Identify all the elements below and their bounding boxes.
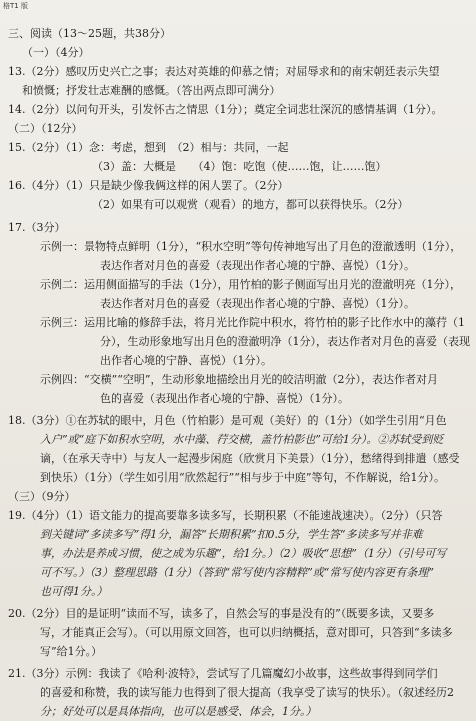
reading-section	[8, 24, 470, 721]
q18-line-2: 入户”或“庭下如积水空明，水中藻、荇交横，盖竹柏影也”可给1分）。②苏轼受到贬	[40, 433, 444, 446]
q18-line-1: 18.（3分）①在苏轼的眼中，月色（竹柏影）是可观（美好）的（1分）（如学生引用“月色	[8, 414, 447, 427]
q20-line-1: 20.（2分）目的是证明“读而不写，读多了，自然会写的事是没有的”（既要多读，又要多	[8, 607, 435, 620]
q17-example-4-line-2: 色的喜爱（表现出作者心境的宁静、喜悦）（1分）。	[100, 392, 349, 405]
q14-answer: 14.（2分）以问句开头，引发怀古之情思（1分）；奠定全词悲壮深沉的感情基调（1分）。	[8, 103, 443, 116]
q21-line-1: 21.（3分）示例：我读了《哈利·波特》，尝试写了几篇魔幻小故事，这些故事得到同学们	[8, 667, 438, 680]
q17-example-2-line-1: 示例二：运用侧面描写的手法（1分），用竹柏的影子侧面写出月光的澄澈明亮（1分），	[40, 278, 461, 291]
q19-line-3: 事，办法是养成习惯，使之成为乐趣”，给1分。）（2）吸收“思想”（1分）（引号可写	[40, 547, 447, 560]
q15-line-1: 15.（2分）（1）念：考虑，想到 （2）相与：共同，一起	[8, 141, 289, 154]
q17-example-3-line-3: 出作者心境的宁静、喜悦）（1分）。	[100, 354, 272, 367]
corner-label: 格T1 版	[3, 2, 28, 10]
q17-example-1-line-2: 表达作者对月色的喜爱（表现出作者心境的宁静、喜悦）（1分）。	[100, 259, 415, 272]
q21-line-3: 分；好处可以是具体指向，也可以是感受、体会，1分。）	[40, 705, 317, 718]
q20-line-2: 写，才能真正会写）。（可以用原文回答，也可以归纳概括，意对即可，只答到“多读多	[40, 626, 453, 639]
q21-line-2: 的喜爱和称赞，我的读写能力也得到了很大提高（我享受了读写的快乐）。（叙述经历2	[40, 686, 454, 699]
q19-line-5: 也可得1分。）	[40, 585, 108, 598]
q17-example-3-line-2: 分），生动形象地写出月色的澄澈明净（1分），表达作者对月色的喜爱（表现	[100, 335, 470, 348]
q17-heading: 17.（3分）	[8, 221, 66, 234]
q20-line-3: 写”给1分。）	[40, 645, 103, 658]
part-two-heading: （二）（12分）	[8, 122, 83, 135]
q13-line-1: 13.（2分）感叹历史兴亡之事；表达对英雄的仰慕之情；对屈辱求和的南宋朝廷表示失望	[8, 65, 440, 78]
q16-line-2: （2）如果有可以观赏（观看）的地方，都可以获得快乐。（2分）	[92, 198, 409, 211]
q17-example-2-line-2: 表达作者对月色的喜爱（表现出作者心境的宁静、喜悦）（1分）。	[100, 297, 415, 310]
q19-line-4: 可不写。）（3）整理思路（1分）（答到“常写使内容精粹”或“常写使内容更有条理”	[40, 566, 434, 579]
q18-line-3: 谪，（在承天寺中）与友人一起漫步闲庭（欣赏月下美景）（1分），愁绪得到排遣（感受	[40, 452, 460, 465]
q17-example-4-line-1: 示例四：“交横”“空明”，生动形象地描绘出月光的皎洁明澈（2分），表达作者对月	[40, 373, 438, 386]
q19-line-2: 到关键词“多读多写”得1分，漏答“长期积累”扣0.5分，学生答“多读多写并非难	[40, 528, 423, 541]
q18-line-4: 到快乐）（1分）（学生如引用“欣然起行”“相与步于中庭”等句，不作解说，给1分）。	[40, 471, 445, 484]
part-three-heading: （三）（9分）	[8, 490, 76, 503]
q15-line-2: （3）盖：大概是 （4）饱：吃饱（使……饱，让……饱）	[92, 160, 387, 173]
q19-line-1: 19.（4分）（1）语文能力的提高要靠多读多写，长期积累（不能速战速决）。（2分）（只答	[8, 509, 443, 522]
part-one-heading: （一）（4分）	[22, 46, 90, 59]
q16-line-1: 16.（4分）（1）只是缺少像我俩这样的闲人罢了。（2分）	[8, 179, 289, 192]
section-title: 三、阅读（13～25题，共38分）	[8, 27, 171, 40]
q17-example-3-line-1: 示例三：运用比喻的修辞手法，将月光比作院中积水，将竹柏的影子比作水中的藻荇（1	[40, 316, 465, 329]
q13-line-2: 和愤慨；抒发壮志难酬的感慨。（答出两点即可满分）	[22, 84, 281, 97]
q17-example-1-line-1: 示例一：景物特点鲜明（1分），“积水空明”等句传神地写出了月色的澄澈透明（1分），	[40, 240, 462, 253]
